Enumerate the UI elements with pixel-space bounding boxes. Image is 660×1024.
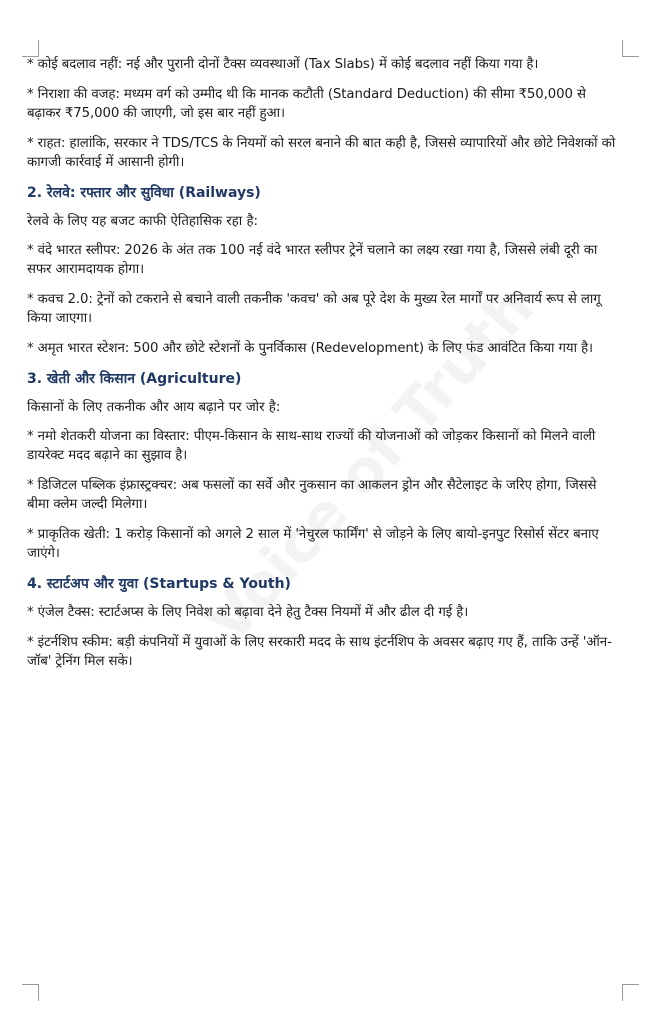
section-heading-startups: 4. स्टार्टअप और युवा (Startups & Youth) bbox=[27, 576, 291, 592]
bullet-paragraph: * वंदे भारत स्लीपर: 2026 के अंत तक 100 नई वंदे भारत स्लीपर ट्रेनें चलाने का लक्ष्य रखा गया है, जिससे लंबी दूरी का सफर आरामदायक होगा। bbox=[27, 243, 598, 277]
document-body bbox=[27, 55, 622, 682]
section-intro: किसानों के लिए तकनीक और आय बढ़ाने पर जोर है: bbox=[27, 400, 281, 415]
bullet-paragraph: * डिजिटल पब्लिक इंफ्रास्ट्रक्चर: अब फसलों का सर्वे और नुकसान का आकलन ड्रोन और सैटेलाइट के जरिए होगा, जिससे बीमा क्लेम जल्दी मिलेगा। bbox=[27, 478, 597, 512]
section-intro: रेलवे के लिए यह बजट काफी ऐतिहासिक रहा है: bbox=[27, 214, 258, 229]
section-heading-agriculture: 3. खेती और किसान (Agriculture) bbox=[27, 371, 242, 387]
bullet-paragraph: * अमृत भारत स्टेशन: 500 और छोटे स्टेशनों के पुनर्विकास (Redevelopment) के लिए फंड आवंटित किया गया है। bbox=[27, 341, 593, 356]
bullet-paragraph: * प्राकृतिक खेती: 1 करोड़ किसानों को अगले 2 साल में 'नेचुरल फार्मिंग' से जोड़ने के लिए बायो-इनपुट रिसोर्स सेंटर बनाए जाएंगे। bbox=[27, 527, 599, 561]
section-heading-railways: 2. रेलवे: रफ्तार और सुविधा (Railways) bbox=[27, 185, 261, 201]
crop-mark-bottom-right bbox=[622, 984, 639, 1001]
bullet-paragraph: * कवच 2.0: ट्रेनों को टकराने से बचाने वाली तकनीक 'कवच' को अब पूरे देश के मुख्य रेल मार्गों पर अनिवार्य रूप से लागू किया जाएगा। bbox=[27, 292, 601, 326]
bullet-paragraph: * एंजेल टैक्स: स्टार्टअप्स के लिए निवेश को बढ़ावा देने हेतु टैक्स नियमों में और ढील दी गई है। bbox=[27, 605, 469, 620]
crop-mark-top-right bbox=[622, 40, 639, 57]
bullet-paragraph: * निराशा की वजह: मध्यम वर्ग को उम्मीद थी कि मानक कटौती (Standard Deduction) की सीमा ₹50,000 से बढ़ाकर ₹75,000 की जाएगी, जो इस बार नहीं हुआ। bbox=[27, 87, 586, 121]
bullet-paragraph: * कोई बदलाव नहीं: नई और पुरानी दोनों टैक्स व्यवस्थाओं (Tax Slabs) में कोई बदलाव नहीं किया गया है। bbox=[27, 57, 539, 72]
crop-mark-bottom-left bbox=[22, 984, 39, 1001]
bullet-paragraph: * इंटर्नशिप स्कीम: बड़ी कंपनियों में युवाओं के लिए सरकारी मदद के साथ इंटर्नशिप के अवसर बढ़ाए गए हैं, ताकि उन्हें 'ऑन-जॉब' ट्रेनिंग मिल सके। bbox=[27, 635, 612, 669]
bullet-paragraph: * नमो शेतकरी योजना का विस्तार: पीएम-किसान के साथ-साथ राज्यों की योजनाओं को जोड़कर किसानों को मिलने वाली डायरेक्ट मदद बढ़ाने का सुझाव है। bbox=[27, 429, 596, 463]
bullet-paragraph: * राहत: हालांकि, सरकार ने TDS/TCS के नियमों को सरल बनाने की बात कही है, जिससे व्यापारियों और छोटे निवेशकों को कागजी कार्रवाई में आसानी होगी। bbox=[27, 136, 616, 170]
